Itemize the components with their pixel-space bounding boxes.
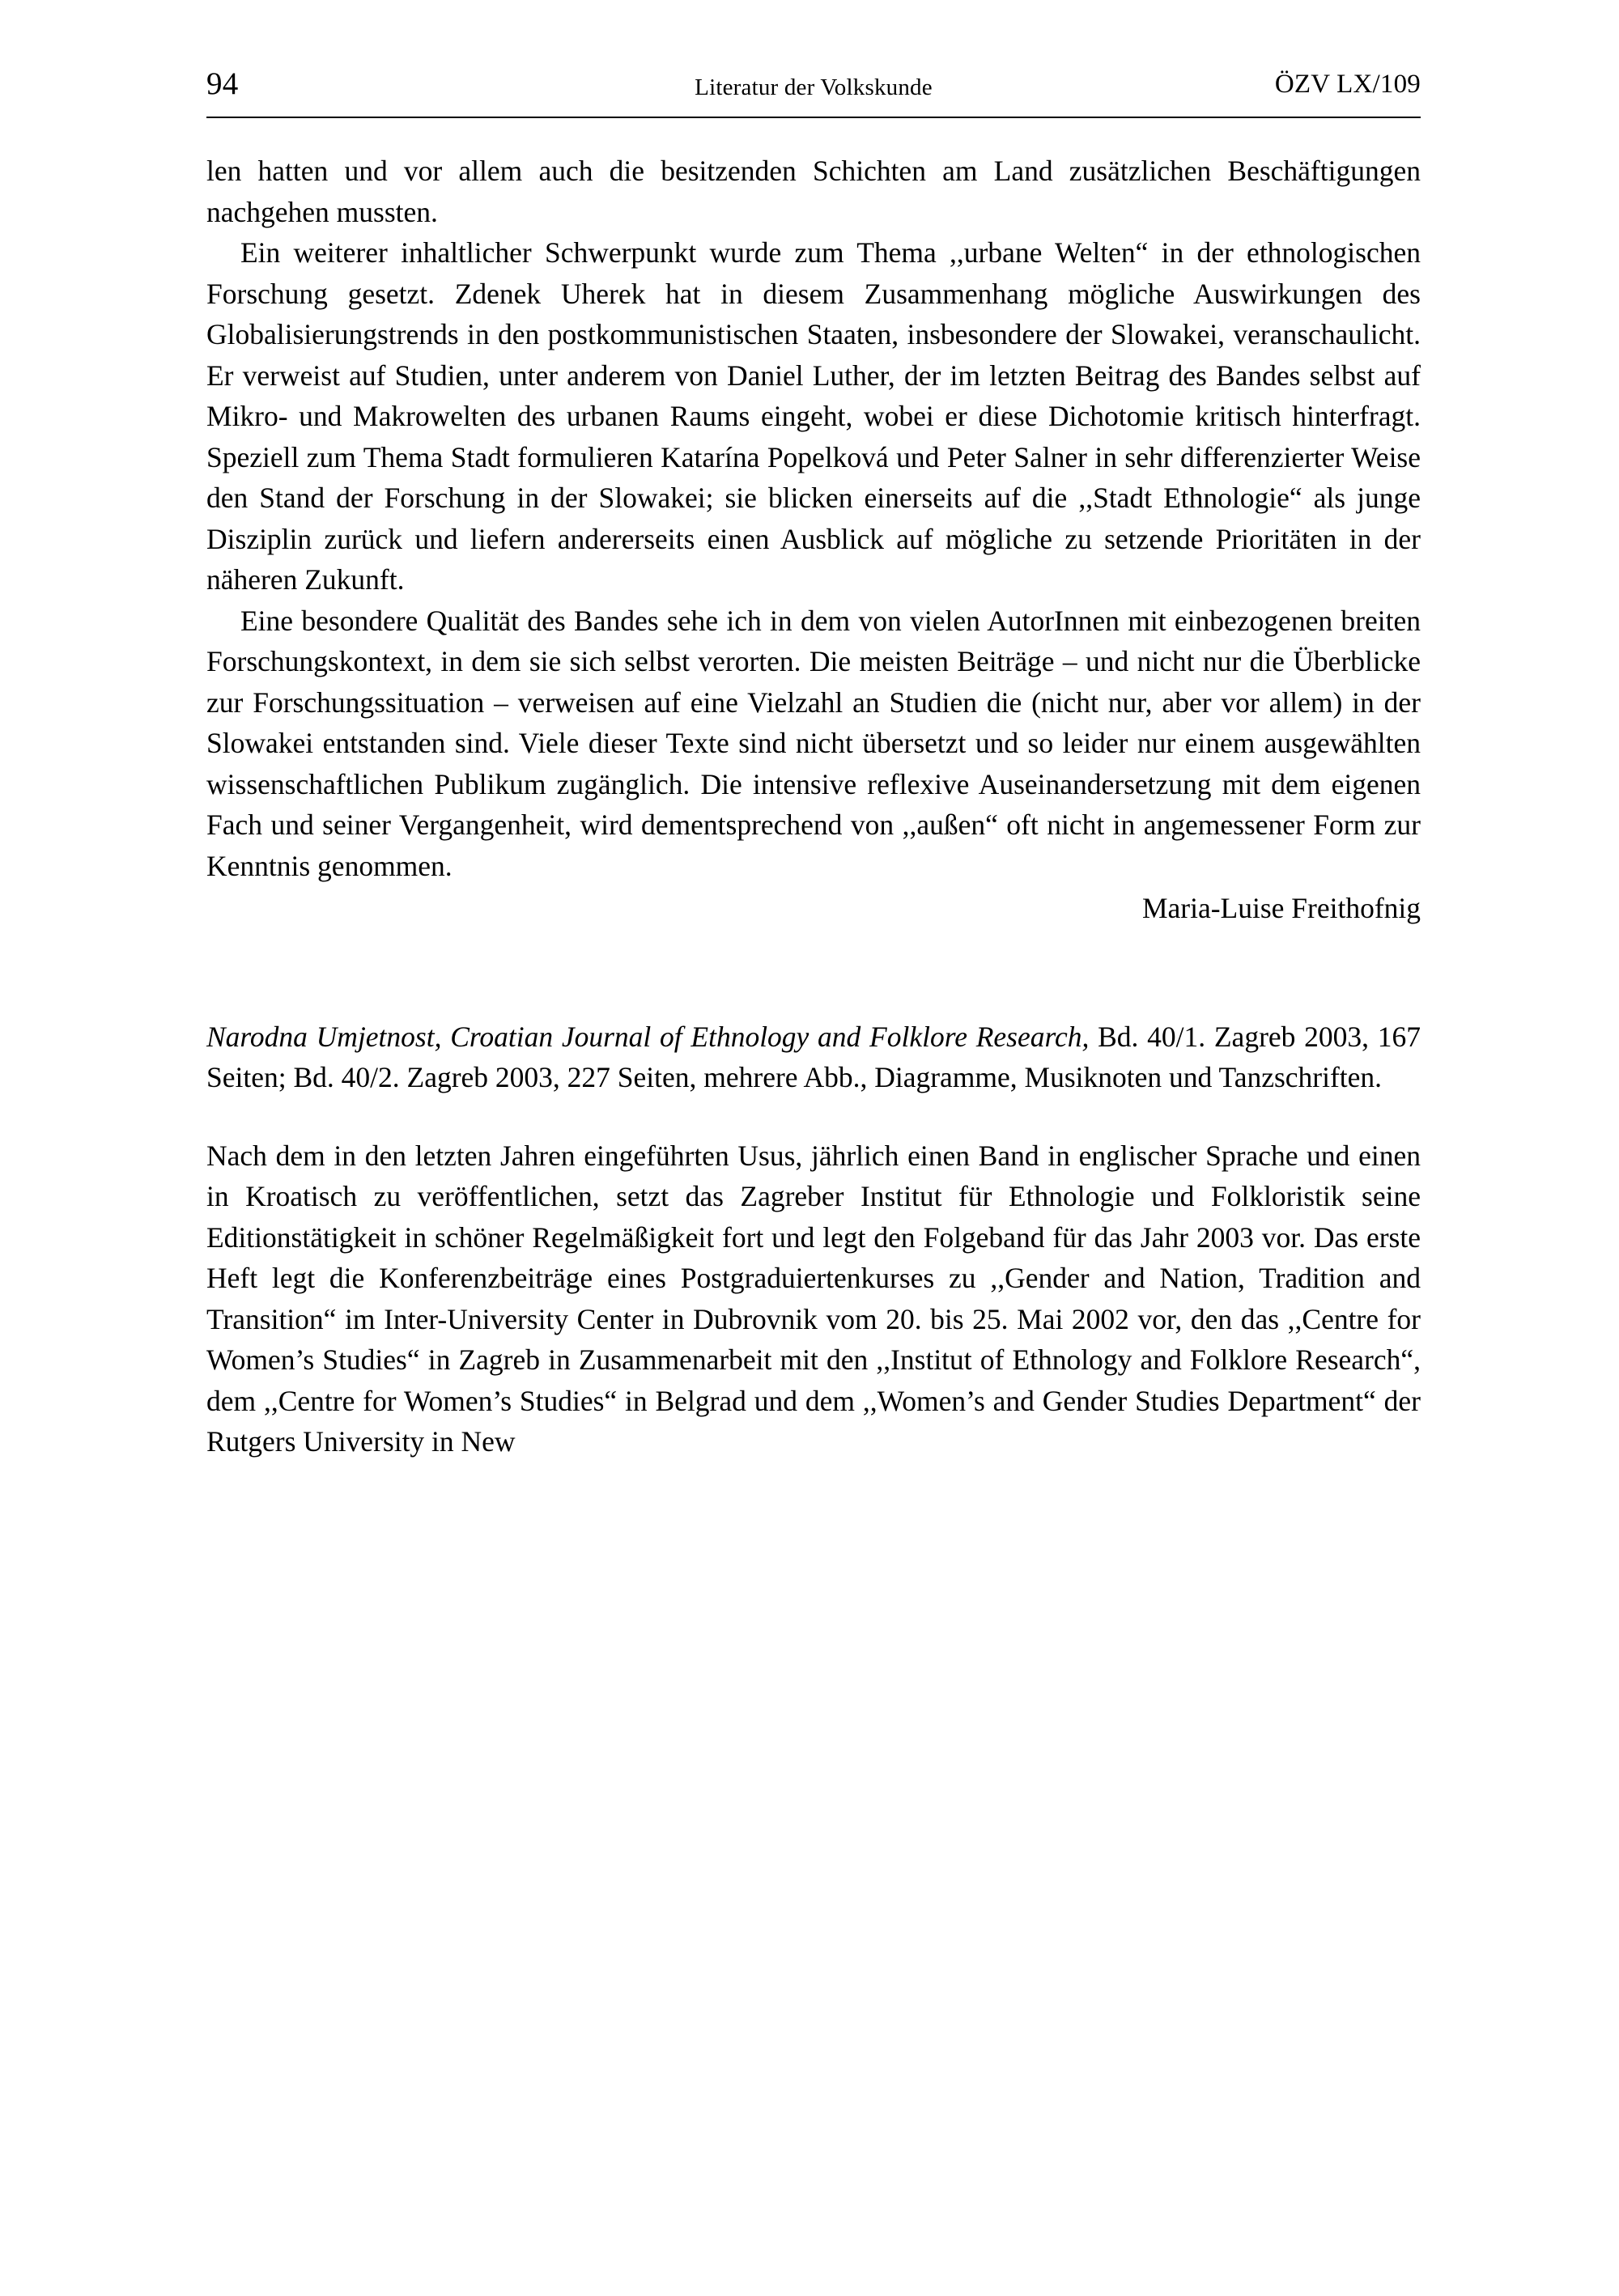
running-title: Literatur der Volkskunde bbox=[695, 74, 933, 100]
page-content bbox=[206, 63, 1421, 1462]
paragraph-2: Eine besondere Qualität des Bandes sehe ich in dem von vielen AutorInnen mit einbezogenen breiten Forschungskontext, in dem sie sich selbst verorten. Die meisten Beiträge – und nicht nur die Überblicke zur Forschungssituation – verweisen auf eine Vielzahl an Studien die (nicht nur, aber vor allem) in der Slowakei entstanden sind. Viele dieser Texte sind nicht übersetzt und so leider nur einem ausgewählten wissenschaftlichen Publikum zugänglich. Die intensive reflexive Auseinandersetzung mit dem eigenen Fach und seiner Vergangenheit, wird dementsprechend von ,,außen“ oft nicht in angemessener Form zur Kenntnis genommen. bbox=[206, 604, 1421, 882]
section-gap bbox=[206, 929, 1421, 1016]
reference-gap bbox=[206, 1098, 1421, 1135]
review-reference bbox=[206, 1016, 1421, 1098]
paragraph-continued: len hatten und vor allem auch die besitzenden Schichten am Land zusätzlichen Beschäftigungen nachgehen mussten. bbox=[206, 155, 1421, 228]
article-body bbox=[206, 151, 1421, 929]
reference-title: Narodna Umjetnost, Croatian Journal of Ethnology and Folklore Research, bbox=[206, 1020, 1090, 1053]
reference-details: Bd. 40/1. Zagreb 2003, 167 Seiten; Bd. 40/2. Zagreb 2003, 227 Seiten, mehrere Abb., Diagramme, Musiknoten und Tanzschriften. bbox=[206, 1020, 1421, 1093]
review-paragraph-1: Nach dem in den letzten Jahren eingeführten Usus, jährlich einen Band in englischer Sprache und einen in Kroatisch zu veröffentlichen, setzt das Zagreber Institut für Ethnologie und Folkloristik seine Editionstätigkeit in schöner Regelmäßigkeit fort und legt den Folgeband für das Jahr 2003 vor. Das erste Heft legt die Konferenzbeiträge eines Postgraduiertenkurses zu ,,Gender and Nation, Tradition and Transition“ im Inter-University Center in Dubrovnik vom 20. bis 25. Mai 2002 vor, den das ,,Centre for Women’s Studies“ in Zagreb in Zusammenarbeit mit den ,,Institut of Ethnology and Folklore Research“, dem ,,Centre for Women’s Studies“ in Belgrad und dem ,,Women’s and Gender Studies Department“ der Rutgers University in New bbox=[206, 1139, 1421, 1458]
paragraph-1: Ein weiterer inhaltlicher Schwerpunkt wurde zum Thema ,,urbane Welten“ in der ethnologischen Forschung gesetzt. Zdenek Uherek hat in diesem Zusammenhang mögliche Auswirkungen des Globalisierungstrends in den postkommunistischen Staaten, insbesondere der Slowakei, veranschaulicht. Er verweist auf Studien, unter anderem von Daniel Luther, der im letzten Beitrag des Bandes selbst auf Mikro- und Makrowelten des urbanen Raums eingeht, wobei er diese Dichotomie kritisch hinterfragt. Speziell zum Thema Stadt formulieren Katarína Popelková und Peter Salner in sehr differenzierter Weise den Stand der Forschung in der Slowakei; sie blicken einerseits auf die ,,Stadt Ethnologie“ als junge Disziplin zurück und liefern andererseits einen Ausblick auf mögliche zu setzende Prioritäten in der näheren Zukunft. bbox=[206, 236, 1421, 596]
review-body bbox=[206, 1135, 1421, 1462]
page-number: 94 bbox=[206, 66, 239, 101]
header-rule bbox=[206, 117, 1421, 118]
journal-reference: ÖZV LX/109 bbox=[1274, 70, 1421, 99]
running-head bbox=[206, 63, 1421, 105]
review-signature: Maria-Luise Freithofnig bbox=[1141, 892, 1421, 924]
